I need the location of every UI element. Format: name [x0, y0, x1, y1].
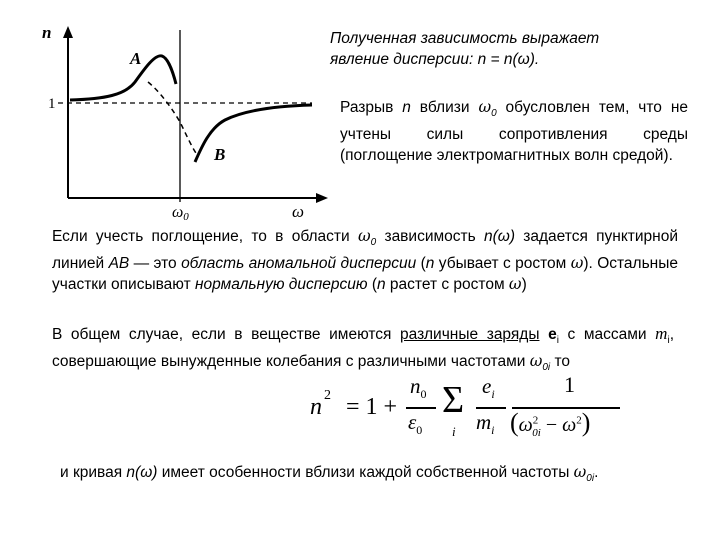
formula-sum-index: i [452, 424, 456, 439]
formula-n: n [310, 394, 322, 420]
fraction-bar-2 [476, 407, 506, 409]
discontinuity-paragraph: Разрыв n вблизи $\omega_0$ обусловлен тем, что не учтены силы сопротивления среды (поглощение электромагнитных волн средой). [340, 98, 688, 165]
y-axis-label: n [42, 23, 52, 42]
singularity-paragraph: и кривая n(ω) имеет особенности вблизи каждой собственной частоты $\omega_{0i}$. [60, 463, 599, 485]
formula-denominator: $(\omega^2_{0i} - \omega^2)$ [510, 408, 591, 439]
dispersion-curve-right [195, 105, 312, 162]
level-one-label: 1 [48, 96, 56, 112]
dispersion-formula [310, 372, 620, 444]
x-axis-arrow [316, 193, 328, 203]
point-a-label: A [130, 49, 142, 68]
anomalous-dispersion-line [148, 82, 198, 156]
formula-sum: Σ [442, 379, 465, 421]
dispersion-statement [330, 28, 700, 70]
formula-mi: $m_i$ [476, 410, 495, 438]
point-b-label: B [214, 145, 226, 164]
y-axis-arrow [63, 26, 73, 38]
formula-one: 1 [564, 372, 575, 397]
general-case-paragraph: В общем случае, если в веществе имеются различные заряды $e_i$ с массами $m_i$, совершающие вынужденные колебания с различными частотами $\omega_{0i}$ то [52, 324, 674, 374]
dispersion-statement-line2: явление дисперсии: n = n(ω). [330, 51, 540, 68]
x-axis-label: ω [292, 202, 305, 220]
fraction-bar-1 [406, 407, 436, 409]
formula-eps: $\varepsilon_0$ [408, 410, 423, 438]
formula-ei: $e_i$ [482, 374, 495, 402]
formula-n0: $n_0$ [410, 374, 427, 402]
formula-eq: = 1 + [346, 394, 398, 420]
formula-n-sq: 2 [324, 388, 331, 403]
dispersion-statement-line1: Полученная зависимость выражает [330, 30, 600, 47]
anomalous-dispersion-paragraph: Если учесть поглощение, то в области $\omega_0$ зависимость n(ω) задается пунктирной линией АВ — это область аномальной дисперсии (n убывает с ростом ω). Остальные участки описывают нормальную дисперсию (n растет с ростом ω) [52, 227, 679, 294]
dispersion-curve-left [70, 56, 176, 100]
omega0-label: ω0 [172, 204, 189, 220]
dispersion-graph [30, 20, 330, 220]
